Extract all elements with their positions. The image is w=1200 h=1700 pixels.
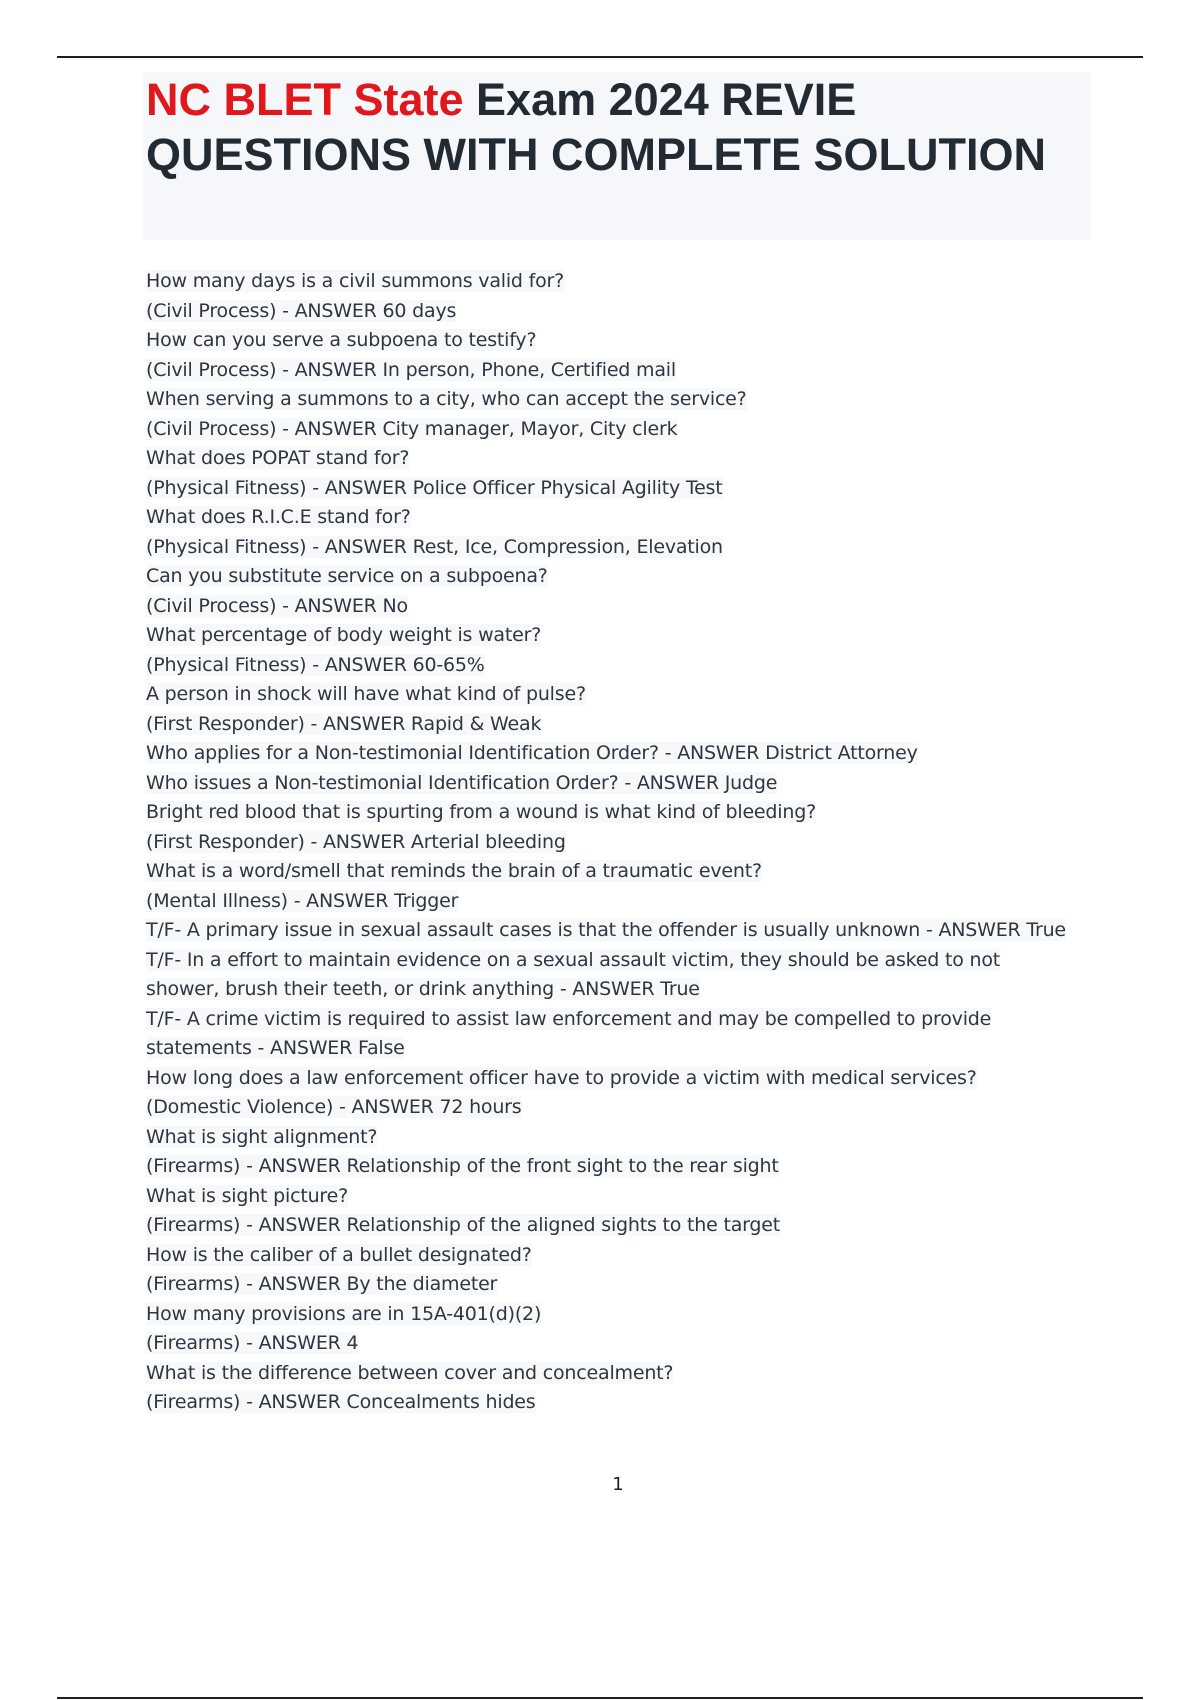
- qa-line-text: (Firearms) - ANSWER Relationship of the aligned sights to the target: [146, 1214, 781, 1236]
- qa-line: [146, 798, 1071, 828]
- qa-line-text: (Physical Fitness) - ANSWER Rest, Ice, Compression, Elevation: [146, 535, 723, 558]
- qa-line-text: (Firearms) - ANSWER Relationship of the front sight to the rear sight: [146, 1155, 779, 1177]
- qa-line: [146, 1123, 1071, 1153]
- title-accent: NC BLET State: [146, 74, 464, 125]
- qa-line-text: (Physical Fitness) - ANSWER Police Officer Physical Agility Test: [146, 476, 723, 499]
- qa-line: [146, 444, 1071, 474]
- qa-line: [146, 297, 1071, 327]
- qa-line: [146, 562, 1071, 592]
- qa-line: [146, 1211, 1071, 1241]
- qa-line-text: How is the caliber of a bullet designated?: [146, 1243, 532, 1266]
- qa-line-text: (First Responder) - ANSWER Rapid & Weak: [146, 712, 542, 735]
- qa-line: [146, 1329, 1071, 1359]
- qa-line: [146, 680, 1071, 710]
- qa-list: [146, 267, 1071, 1418]
- qa-line-text: Who issues a Non-testimonial Identification Order? - ANSWER Judge: [146, 771, 778, 794]
- qa-line-text: (Firearms) - ANSWER 4: [146, 1332, 359, 1354]
- qa-line: [146, 1241, 1071, 1271]
- qa-line: [146, 592, 1071, 622]
- qa-line-text: How many provisions are in 15A-401(d)(2): [146, 1302, 542, 1325]
- qa-line: [146, 828, 1071, 858]
- qa-line: [146, 1064, 1071, 1094]
- document-title: [143, 72, 1090, 182]
- qa-line-text: What is sight alignment?: [146, 1125, 378, 1148]
- qa-line-text: Who applies for a Non-testimonial Identification Order? - ANSWER District Attorney: [146, 742, 918, 764]
- qa-line-text: (Civil Process) - ANSWER In person, Phone, Certified mail: [146, 358, 676, 381]
- qa-line: [146, 1093, 1071, 1123]
- qa-line: [146, 385, 1071, 415]
- qa-line: [146, 710, 1071, 740]
- qa-line: [146, 503, 1071, 533]
- qa-line-text: What does POPAT stand for?: [146, 447, 410, 469]
- qa-line-text: What is a word/smell that reminds the brain of a traumatic event?: [146, 860, 762, 882]
- qa-line: [146, 1152, 1071, 1182]
- qa-line: [146, 1388, 1071, 1418]
- qa-line: [146, 267, 1071, 297]
- qa-line-text: A person in shock will have what kind of pulse?: [146, 683, 586, 705]
- qa-line-text: Can you substitute service on a subpoena?: [146, 565, 548, 587]
- qa-line: [146, 1359, 1071, 1389]
- qa-line-text: How can you serve a subpoena to testify?: [146, 329, 537, 351]
- qa-line-text: (Civil Process) - ANSWER No: [146, 594, 408, 617]
- qa-line: [146, 916, 1071, 946]
- bottom-rule: [57, 1697, 1143, 1699]
- qa-line-text: Bright red blood that is spurting from a wound is what kind of bleeding?: [146, 801, 816, 823]
- qa-line-text: (Civil Process) - ANSWER 60 days: [146, 299, 457, 322]
- qa-line: [146, 1182, 1071, 1212]
- qa-line: [146, 946, 1071, 1005]
- qa-line: [146, 326, 1071, 356]
- qa-line-text: T/F- A primary issue in sexual assault cases is that the offender is usually unknown - ANSWER True: [146, 919, 1066, 941]
- qa-line: [146, 474, 1071, 504]
- qa-line-text: T/F- In a effort to maintain evidence on a sexual assault victim, they should be asked to not shower, brush their teeth, or drink anything - ANSWER True: [146, 948, 1001, 1000]
- qa-line-text: What is sight picture?: [146, 1184, 348, 1207]
- qa-line-text: T/F- A crime victim is required to assist law enforcement and may be compelled to provide statements - ANSWER False: [146, 1007, 992, 1059]
- qa-line: [146, 857, 1071, 887]
- qa-line-text: (Firearms) - ANSWER By the diameter: [146, 1273, 498, 1295]
- qa-line-text: What does R.I.C.E stand for?: [146, 506, 411, 528]
- qa-line: [146, 415, 1071, 445]
- qa-line: [146, 1300, 1071, 1330]
- qa-line-text: What percentage of body weight is water?: [146, 624, 542, 646]
- qa-line-text: (First Responder) - ANSWER Arterial bleeding: [146, 830, 566, 853]
- qa-line: [146, 651, 1071, 681]
- title-block: [143, 72, 1090, 240]
- top-rule: [57, 56, 1143, 58]
- qa-line-text: (Firearms) - ANSWER Concealments hides: [146, 1391, 536, 1413]
- qa-line-text: (Domestic Violence) - ANSWER 72 hours: [146, 1096, 522, 1118]
- qa-line-text: How long does a law enforcement officer have to provide a victim with medical services?: [146, 1066, 977, 1089]
- qa-line-text: When serving a summons to a city, who can accept the service?: [146, 388, 747, 410]
- qa-line-text: (Mental Illness) - ANSWER Trigger: [146, 889, 459, 912]
- qa-line: [146, 1270, 1071, 1300]
- qa-line: [146, 621, 1071, 651]
- qa-line: [146, 739, 1071, 769]
- qa-line: [146, 769, 1071, 799]
- qa-line: [146, 533, 1071, 563]
- qa-line-text: What is the difference between cover and concealment?: [146, 1361, 674, 1384]
- qa-line-text: (Physical Fitness) - ANSWER 60-65%: [146, 653, 485, 676]
- title-rest: Exam 2024 REVIE QUESTIONS WITH COMPLETE SOLUTION: [146, 74, 1046, 180]
- qa-line-text: How many days is a civil summons valid for?: [146, 270, 565, 292]
- qa-line-text: (Civil Process) - ANSWER City manager, Mayor, City clerk: [146, 417, 678, 440]
- page-number: 1: [612, 1474, 624, 1495]
- qa-line: [146, 1005, 1071, 1064]
- qa-line: [146, 356, 1071, 386]
- qa-line: [146, 887, 1071, 917]
